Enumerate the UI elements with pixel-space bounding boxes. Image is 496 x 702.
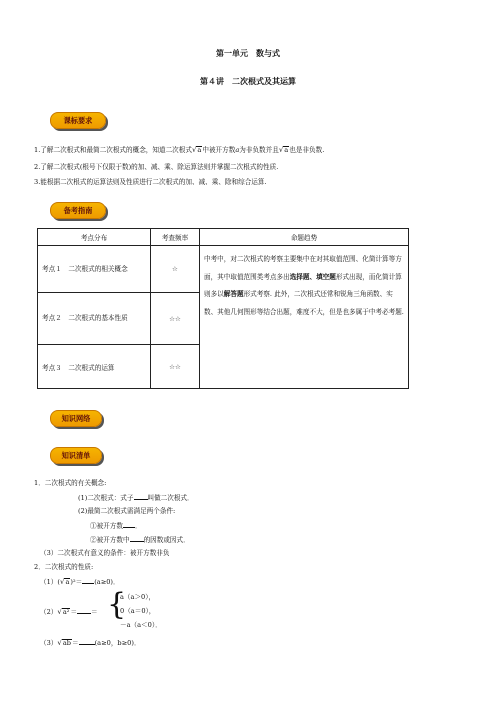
- unit-title: 第一单元 数与式: [216, 48, 280, 58]
- piecewise-brace: {: [107, 587, 127, 622]
- section-tag-network: 知识网络: [50, 410, 102, 427]
- sqrt-symbol: √: [59, 578, 65, 586]
- property-2: （2）√a²＝ ＝: [40, 608, 98, 616]
- checklist-item-1: 1．二次根式的有关概念:: [34, 479, 107, 487]
- piecewise-case-2: 0（a＝0），: [120, 607, 156, 615]
- answer-blank: [82, 577, 94, 584]
- requirement-line-2: 2.了解二次根式(根号下仅限于数)的加、减、乘、除运算法则并掌握二次根式的性质.: [34, 163, 279, 171]
- table-header: 考点分布: [38, 229, 151, 246]
- piecewise-case-1: a（a＞0），: [120, 593, 156, 601]
- trend-highlight: 解答题: [223, 290, 244, 298]
- table-header: 考查频率: [151, 229, 200, 246]
- answer-blank: [134, 493, 148, 500]
- sqrt-symbol: √: [57, 608, 62, 616]
- piecewise-case-3: －a（a＜0）．: [120, 621, 162, 629]
- property-1: （1）(√a)²＝ (a≥0)．: [40, 578, 120, 586]
- section-tag-requirements: 课标要求: [50, 112, 106, 129]
- checklist-item-1-2a: ①被开方数 ．: [90, 522, 142, 530]
- table-topic: 考点２ 二次根式的基本性质: [38, 293, 151, 345]
- table-trend: 中考中，对二次根式的考察主要集中在对其取值范围、化简计算等方面，其中取值范围类考点多出选择题、填空题形式出现，而化简计算则多以解答题形式考察. 此外，二次根式还常和锐角三角函数、实数、其他几何图形等结合出题，难度不大，但是也多属于中考必考题.: [200, 246, 409, 389]
- checklist-item-1-1: (1)二次根式：式子 叫做二次根式．: [78, 494, 194, 502]
- sqrt-symbol: √: [191, 146, 197, 154]
- answer-blank: [77, 607, 91, 614]
- section-tag-checklist: 知识清单: [50, 447, 102, 464]
- table-frequency: ☆☆: [151, 293, 200, 345]
- answer-blank: [79, 638, 95, 645]
- requirement-line-1: 1.了解二次根式和最简二次根式的概念，知道二次根式√a中被开方数a为非负数并且√a也是非负数.: [34, 146, 325, 154]
- property-3: （3）√ab＝ (a≥0，b≥0)．: [40, 639, 141, 647]
- lesson-title: 第４讲 二次根式及其运算: [200, 76, 296, 86]
- sqrt-symbol: √: [278, 146, 284, 154]
- answer-blank: [130, 535, 144, 542]
- radicand: a: [284, 146, 289, 154]
- table-header: 命题趋势: [200, 229, 409, 246]
- trend-highlight: 选择题、填空题: [289, 272, 336, 281]
- checklist-item-1-2b: ②被开方数中 的因数或因式．: [90, 536, 190, 544]
- checklist-item-1-3: （3）二次根式有意义的条件：被开方数非负: [40, 549, 170, 557]
- section-tag-guide: 备考指南: [50, 202, 106, 219]
- table-frequency: ☆☆: [151, 345, 200, 389]
- radicand: a: [197, 146, 202, 154]
- exam-guide-table: [37, 228, 409, 389]
- requirement-line-3: 3.能根据二次根式的运算法则及性质进行二次根式的加、减、乘、除和综合运算.: [34, 178, 267, 186]
- table-topic: 考点１ 二次根式的相关概念: [38, 246, 151, 293]
- table-topic: 考点３ 二次根式的运算: [38, 345, 151, 389]
- table-frequency: ☆: [151, 246, 200, 293]
- checklist-item-2: 2．二次根式的性质:: [34, 563, 94, 571]
- checklist-item-1-2: (2)最简二次根式需满足两个条件:: [78, 507, 176, 515]
- answer-blank: [123, 521, 135, 528]
- sqrt-symbol: √: [57, 639, 62, 647]
